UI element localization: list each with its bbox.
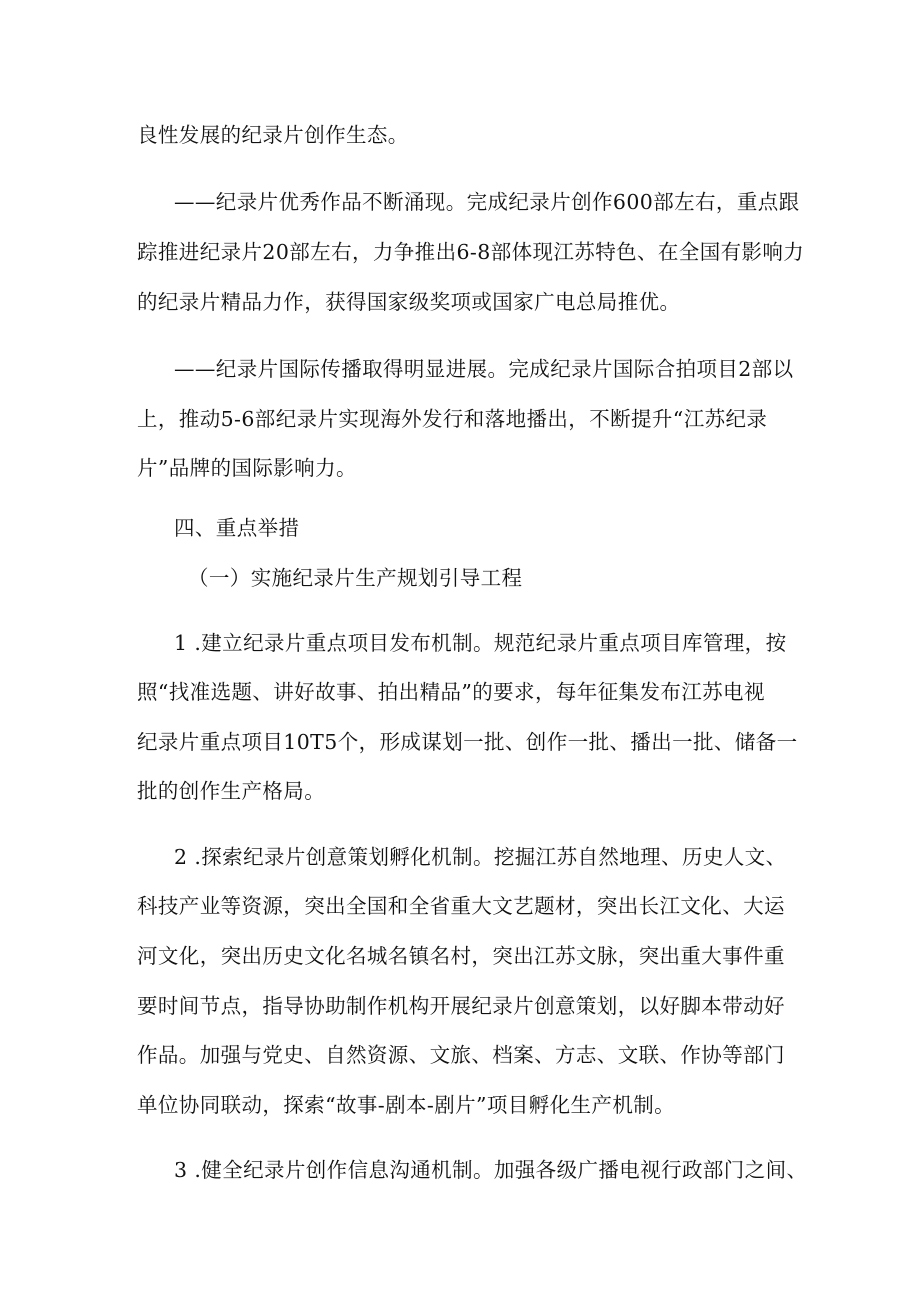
paragraph-line: 的纪录片精品力作，获得国家级奖项或国家广电总局推优。 [137, 290, 681, 314]
paragraph-line: 踪推进纪录片20部左右，力争推出6-8部体现江苏特色、在全国有影响力 [137, 240, 805, 264]
paragraph-line: ——纪录片优秀作品不断涌现。完成纪录片创作600部左右，重点跟 [174, 190, 800, 214]
paragraph-line: 上，推动5-6部纪录片实现海外发行和落地播出，不断提升“江苏纪录 [137, 407, 768, 431]
paragraph-line: 作品。加强与党史、自然资源、文旅、档案、方志、文联、作协等部门 [137, 1043, 785, 1067]
subsection-heading: （一）实施纪录片生产规划引导工程 [188, 566, 523, 590]
paragraph-line: ——纪录片国际传播取得明显进展。完成纪录片国际合拍项目2部以 [174, 357, 794, 381]
paragraph-line: 科技产业等资源，突出全国和全省重大文艺题材，突出长江文化、大运 [137, 894, 785, 918]
section-heading: 四、重点举措 [174, 516, 300, 540]
paragraph-line: 良性发展的纪录片创作生态。 [137, 123, 409, 147]
paragraph-line: 2 .探索纪录片创意策划孵化机制。挖掘江苏自然地理、历史人文、 [174, 845, 787, 869]
paragraph-line: 片”品牌的国际影响力。 [137, 456, 357, 480]
paragraph-line: 3 .健全纪录片创作信息沟通机制。加强各级广播电视行政部门之间、 [174, 1158, 808, 1182]
paragraph-line: 1 .建立纪录片重点项目发布机制。规范纪录片重点项目库管理，按 [174, 631, 787, 655]
paragraph-line: 批的创作生产格局。 [137, 779, 326, 803]
paragraph-line: 纪录片重点项目10T5个，形成谋划一批、创作一批、播出一批、储备一 [137, 730, 798, 754]
paragraph-line: 照“找准选题、讲好故事、拍出精品”的要求，每年征集发布江苏电视 [137, 680, 765, 704]
paragraph-line: 河文化，突出历史文化名城名镇名村，突出江苏文脉，突出重大事件重 [137, 944, 785, 968]
paragraph-line: 要时间节点，指导协助制作机构开展纪录片创意策划，以好脚本带动好 [137, 994, 785, 1018]
paragraph-line: 单位协同联动，探索“故事-剧本-剧片”项目孵化生产机制。 [137, 1093, 676, 1117]
